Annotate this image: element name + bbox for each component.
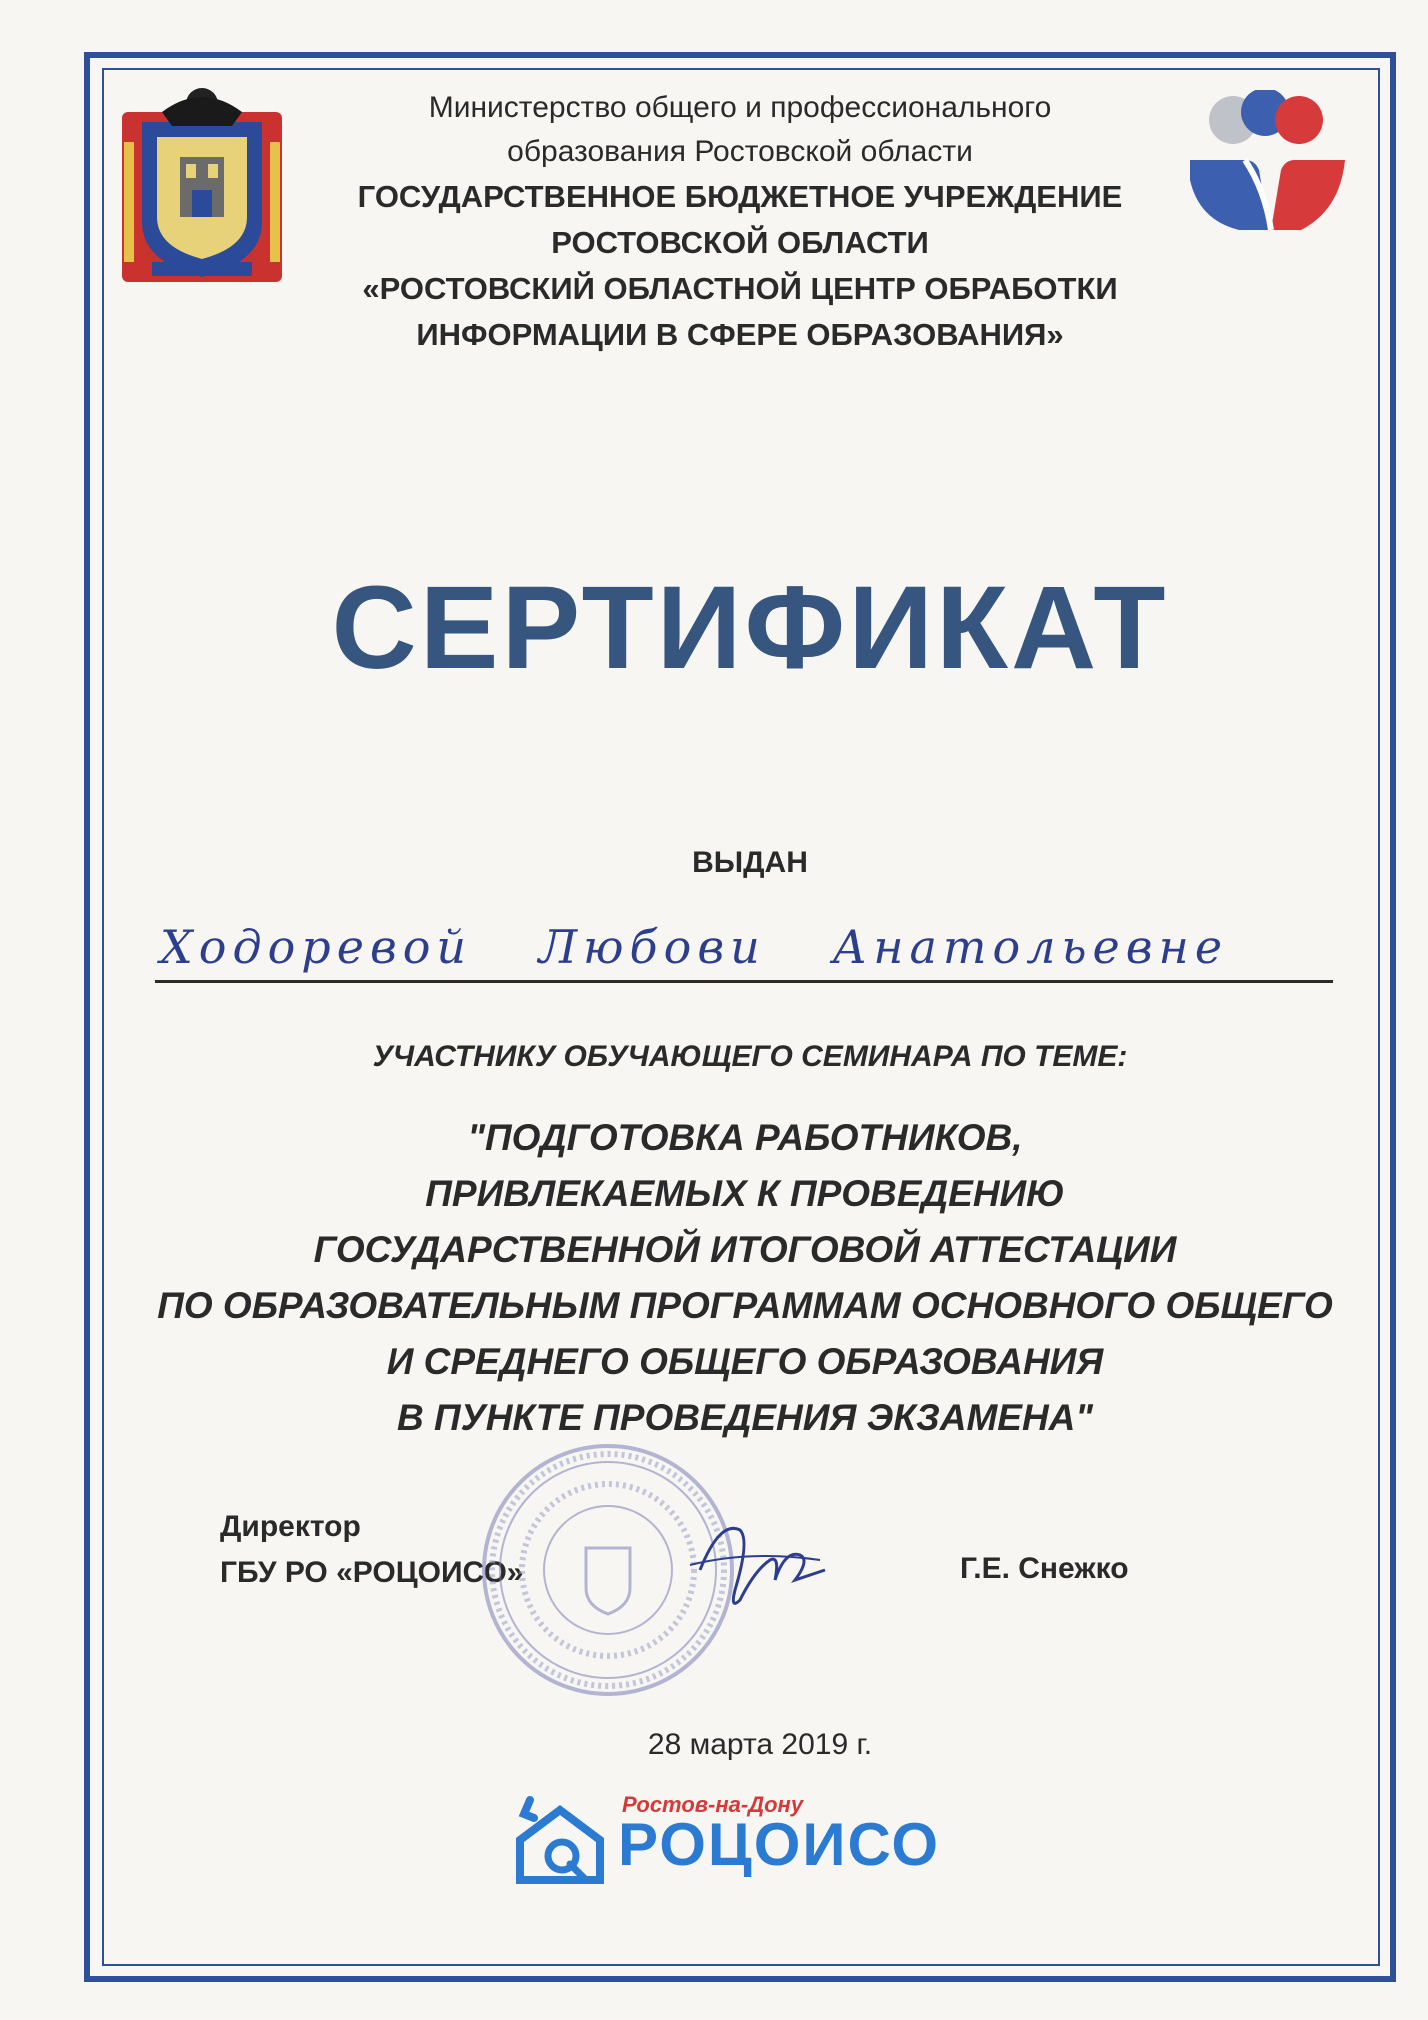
topic-line: ПО ОБРАЗОВАТЕЛЬНЫМ ПРОГРАММАМ ОСНОВНОГО ОБЩЕГО [157,1285,1333,1326]
ege-people-logo-icon [1175,90,1355,250]
topic-line: И СРЕДНЕГО ОБЩЕГО ОБРАЗОВАНИЯ [386,1341,1104,1382]
recipient-name-handwritten: Ходоревой Любови Анатольевне [160,920,1229,974]
topic-line: ПРИВЛЕКАЕМЫХ К ПРОВЕДЕНИЮ [425,1173,1065,1214]
org-line-1: ГОСУДАРСТВЕННОЕ БЮДЖЕТНОЕ УЧРЕЖДЕНИЕ [357,179,1123,214]
issuer-header [300,86,1180,358]
seminar-topic [130,1110,1360,1446]
topic-line: "ПОДГОТОВКА РАБОТНИКОВ, [467,1117,1023,1158]
topic-line: ГОСУДАРСТВЕННОЙ ИТОГОВОЙ АТТЕСТАЦИИ [313,1229,1177,1270]
position-line-2: ГБУ РО «РОЦОИСО» [220,1556,524,1589]
issued-label: ВЫДАН [692,846,808,879]
ministry-line-2: образования Ростовской области [507,135,973,168]
signatory-name: Г.Е. Снежко [960,1552,1129,1585]
ministry-line-1: Министерство общего и профессионального [428,91,1052,124]
rocoiso-house-logo-icon [510,1790,620,1890]
handwritten-signature-icon [680,1510,830,1620]
topic-line: В ПУНКТЕ ПРОВЕДЕНИЯ ЭКЗАМЕНА" [397,1397,1093,1438]
logo-brand: РОЦОИСО [618,1811,941,1878]
org-line-4: ИНФОРМАЦИИ В СФЕРЕ ОБРАЗОВАНИЯ» [416,317,1064,352]
name-underline [155,980,1333,983]
rocoiso-logo [510,1790,990,1890]
position-line-1: Директор [220,1510,361,1543]
coat-of-arms-icon [112,82,292,292]
issue-date: 28 марта 2019 г. [647,1728,873,1761]
org-line-2: РОСТОВСКОЙ ОБЛАСТИ [551,225,929,260]
org-line-3: «РОСТОВСКИЙ ОБЛАСТНОЙ ЦЕНТР ОБРАБОТКИ [362,271,1118,306]
certificate-title: СЕРТИФИКАТ [331,562,1169,694]
participant-label: УЧАСТНИКУ ОБУЧАЮЩЕГО СЕМИНАРА ПО ТЕМЕ: [372,1040,1128,1073]
logo-city: Ростов-на-Дону [622,1792,804,1817]
